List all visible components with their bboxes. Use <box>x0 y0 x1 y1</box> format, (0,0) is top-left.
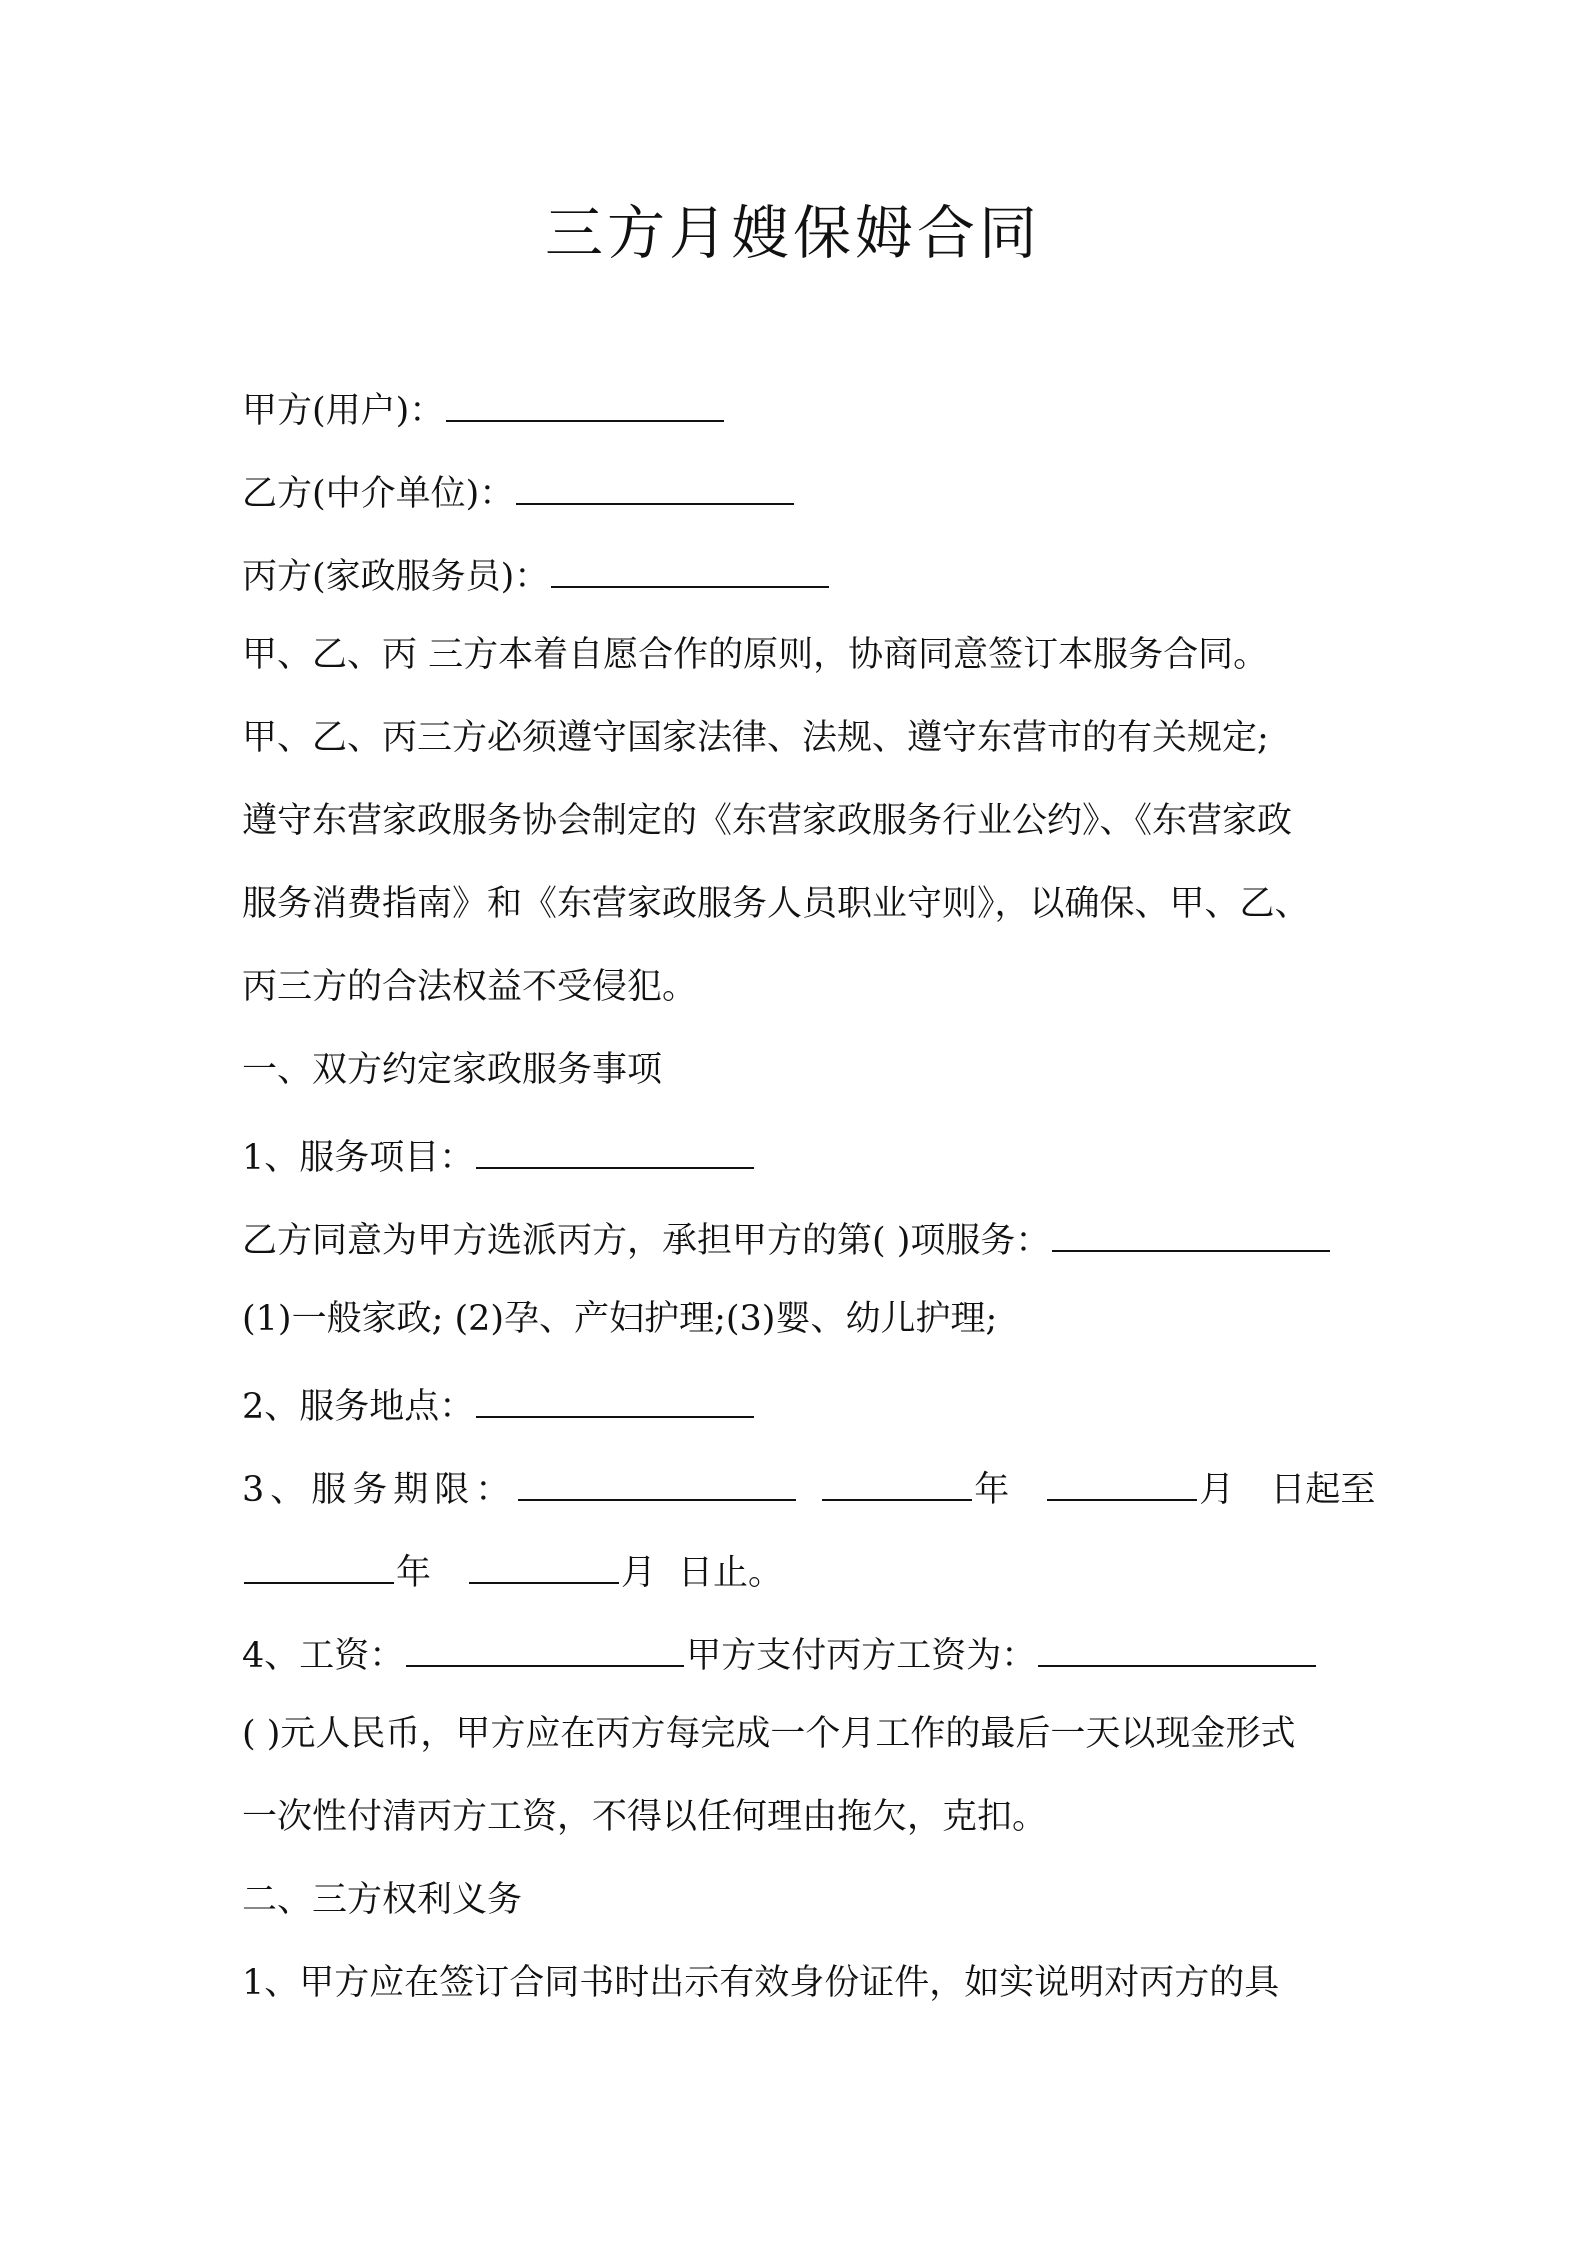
party-c-blank <box>551 548 829 588</box>
service-period-line <box>242 1461 1376 1514</box>
end-year-blank <box>244 1544 394 1584</box>
service-location-line <box>242 1378 1362 1431</box>
end-month-text: 月 <box>621 1553 657 1593</box>
wage-mid-text: 甲方支付丙方工资为： <box>686 1636 1037 1676</box>
start-year-blank <box>822 1461 972 1501</box>
wage-line-3: 一次性付清丙方工资，不得以任何理由拖欠，克扣。 <box>242 1797 1048 1837</box>
service-options-line: (1)一般家政; (2)孕、产妇护理;(3)婴、幼儿护理; <box>242 1299 998 1339</box>
party-a-label: 甲方(用户)： <box>242 391 445 431</box>
wage-line-2: ( )元人民币，甲方应在丙方每完成一个月工作的最后一天以现金形式 <box>242 1714 1296 1754</box>
party-b-label: 乙方(中介单位)： <box>242 474 515 514</box>
start-month-text: 月 <box>1199 1470 1235 1510</box>
start-month-blank <box>1047 1461 1197 1501</box>
section-2-heading: 二、三方权利义务 <box>242 1880 523 1920</box>
intro-line-5: 丙三方的合法权益不受侵犯。 <box>242 967 698 1007</box>
service-period-label: 3、服务期限： <box>242 1470 517 1510</box>
wage-blank-1 <box>406 1627 684 1667</box>
end-month-blank <box>469 1544 619 1584</box>
service-item-blank <box>476 1129 754 1169</box>
service-location-label: 2、服务地点： <box>242 1387 475 1427</box>
service-desc-line <box>242 1212 1362 1265</box>
service-desc-blank <box>1052 1212 1330 1252</box>
party-b-blank <box>516 465 794 505</box>
wage-label: 4、工资： <box>242 1636 405 1676</box>
service-location-blank <box>476 1378 754 1418</box>
party-a-line <box>242 382 1362 435</box>
intro-line-4: 服务消费指南》和《东营家政服务人员职业守则》，以确保、甲、乙、 <box>242 884 1310 924</box>
service-item-line <box>242 1129 1362 1182</box>
start-year-text: 年 <box>974 1470 1010 1510</box>
intro-line-3: 遵守东营家政服务协会制定的《东营家政服务行业公约》、《东营家政 <box>242 801 1293 841</box>
end-suffix-text: 日止。 <box>678 1553 784 1593</box>
wage-line <box>242 1627 1362 1680</box>
party-b-line <box>242 465 1362 518</box>
contract-title: 三方月嫂保姆合同 <box>544 199 1041 267</box>
party-a-blank <box>446 382 724 422</box>
service-desc-text: 乙方同意为甲方选派丙方，承担甲方的第( )项服务： <box>242 1221 1051 1261</box>
section-1-heading: 一、双方约定家政服务事项 <box>242 1050 663 1090</box>
section-2-item-1: 1、甲方应在签订合同书时出示有效身份证件，如实说明对丙方的具 <box>242 1963 1280 2003</box>
end-year-text: 年 <box>396 1553 432 1593</box>
service-period-end-line <box>242 1544 1362 1597</box>
party-c-line <box>242 548 1362 601</box>
start-suffix-text: 日起至 <box>1270 1470 1376 1510</box>
service-item-label: 1、服务项目： <box>242 1138 475 1178</box>
intro-line-2: 甲、乙、丙三方必须遵守国家法律、法规、遵守东营市的有关规定; <box>242 718 1269 758</box>
wage-blank-2 <box>1038 1627 1316 1667</box>
party-c-label: 丙方(家政服务员)： <box>242 557 550 597</box>
intro-line-1: 甲、乙、丙 三方本着自愿合作的原则，协商同意签订本服务合同。 <box>242 635 1269 675</box>
period-blank-1 <box>518 1461 796 1501</box>
